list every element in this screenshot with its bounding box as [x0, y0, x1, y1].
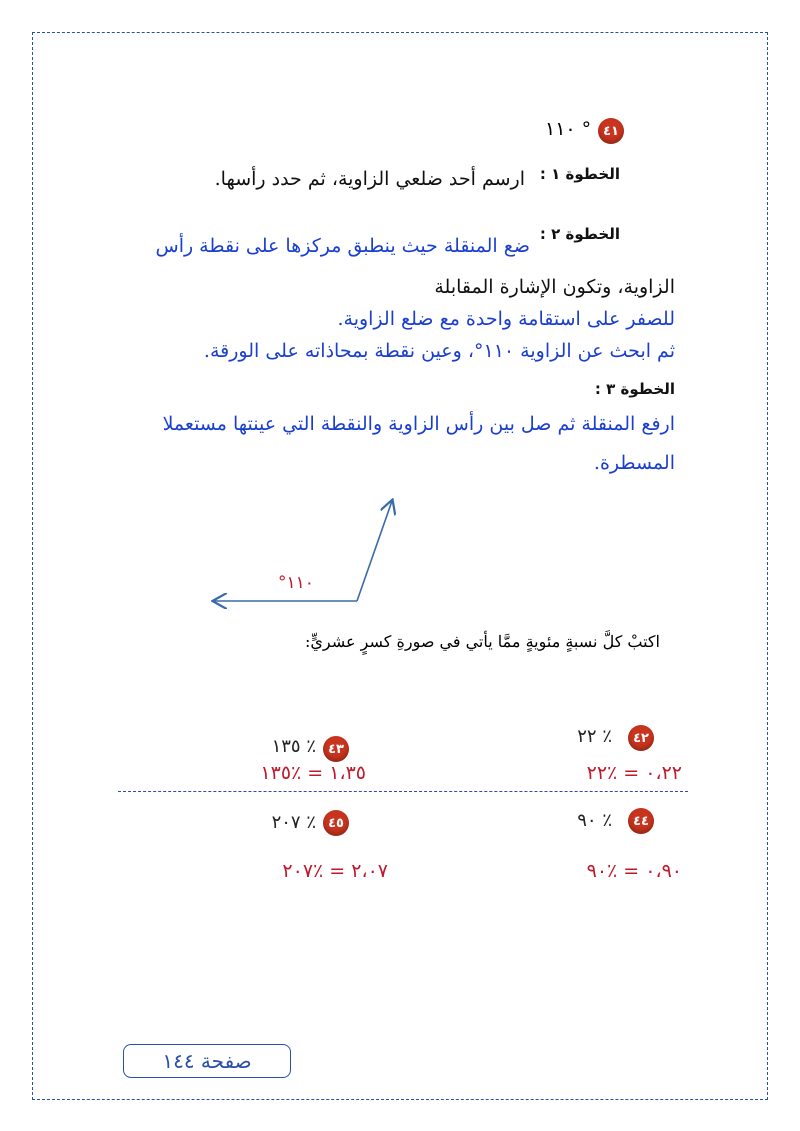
- exercise-badge-42: ٤٢: [628, 725, 654, 751]
- step2-label: الخطوة ٢ :: [539, 225, 620, 243]
- page-number-box: [123, 1044, 291, 1078]
- step2-line4: ثم ابحث عن الزاوية ١١٠°، وعين نقطة بمحاذاته على الورقة.: [203, 340, 675, 362]
- exercise-answer-44: ٠،٩٠ = ٪٩٠: [586, 860, 682, 882]
- angle-figure-label: °١١٠: [278, 573, 314, 593]
- exercise-answer-43: ١،٣٥ = ٪١٣٥: [260, 762, 366, 784]
- problem-badge-41: ٤١: [598, 118, 624, 144]
- exercise-badge-45: ٤٥: [323, 810, 349, 836]
- step3-label: الخطوة ٣ :: [594, 380, 675, 398]
- page-number-label: صفحة ١٤٤: [162, 1049, 252, 1073]
- exercise-badge-44: ٤٤: [628, 808, 654, 834]
- step2-line1: ضع المنقلة حيث ينطبق مركزها على نقطة رأس: [155, 235, 530, 257]
- step2-line3: للصفر على استقامة واحدة مع ضلع الزاوية.: [337, 308, 675, 330]
- angle-value: ١١٠ °: [545, 118, 592, 140]
- instructions: اكتبْ كلَّ نسبةٍ مئويةٍ ممَّا يأتي في صورةِ كسرٍ عشريٍّ:: [305, 632, 660, 651]
- step2-line2: الزاوية، وتكون الإشارة المقابلة: [434, 276, 675, 298]
- step1-text: ارسم أحد ضلعي الزاوية، ثم حدد رأسها.: [214, 168, 525, 190]
- step1-label: الخطوة ١ :: [539, 165, 620, 183]
- exercise-answer-42: ٠،٢٢ = ٪٢٢: [586, 762, 682, 784]
- divider: [118, 791, 688, 792]
- angle-ray-slanted: [357, 501, 392, 601]
- exercise-answer-45: ٢،٠٧ = ٪٢٠٧: [282, 860, 388, 882]
- step3-line1: ارفع المنقلة ثم صل بين رأس الزاوية والنقطة التي عينتها مستعملا: [162, 413, 675, 435]
- exercise-badge-43: ٤٣: [323, 736, 349, 762]
- exercise-question-42: ٪ ٢٢: [577, 726, 612, 747]
- exercise-question-45: ٪ ٢٠٧: [271, 812, 316, 833]
- step3-line2: المسطرة.: [593, 452, 675, 474]
- exercise-question-43: ٪ ١٣٥: [271, 736, 316, 757]
- exercise-question-44: ٪ ٩٠: [577, 810, 612, 831]
